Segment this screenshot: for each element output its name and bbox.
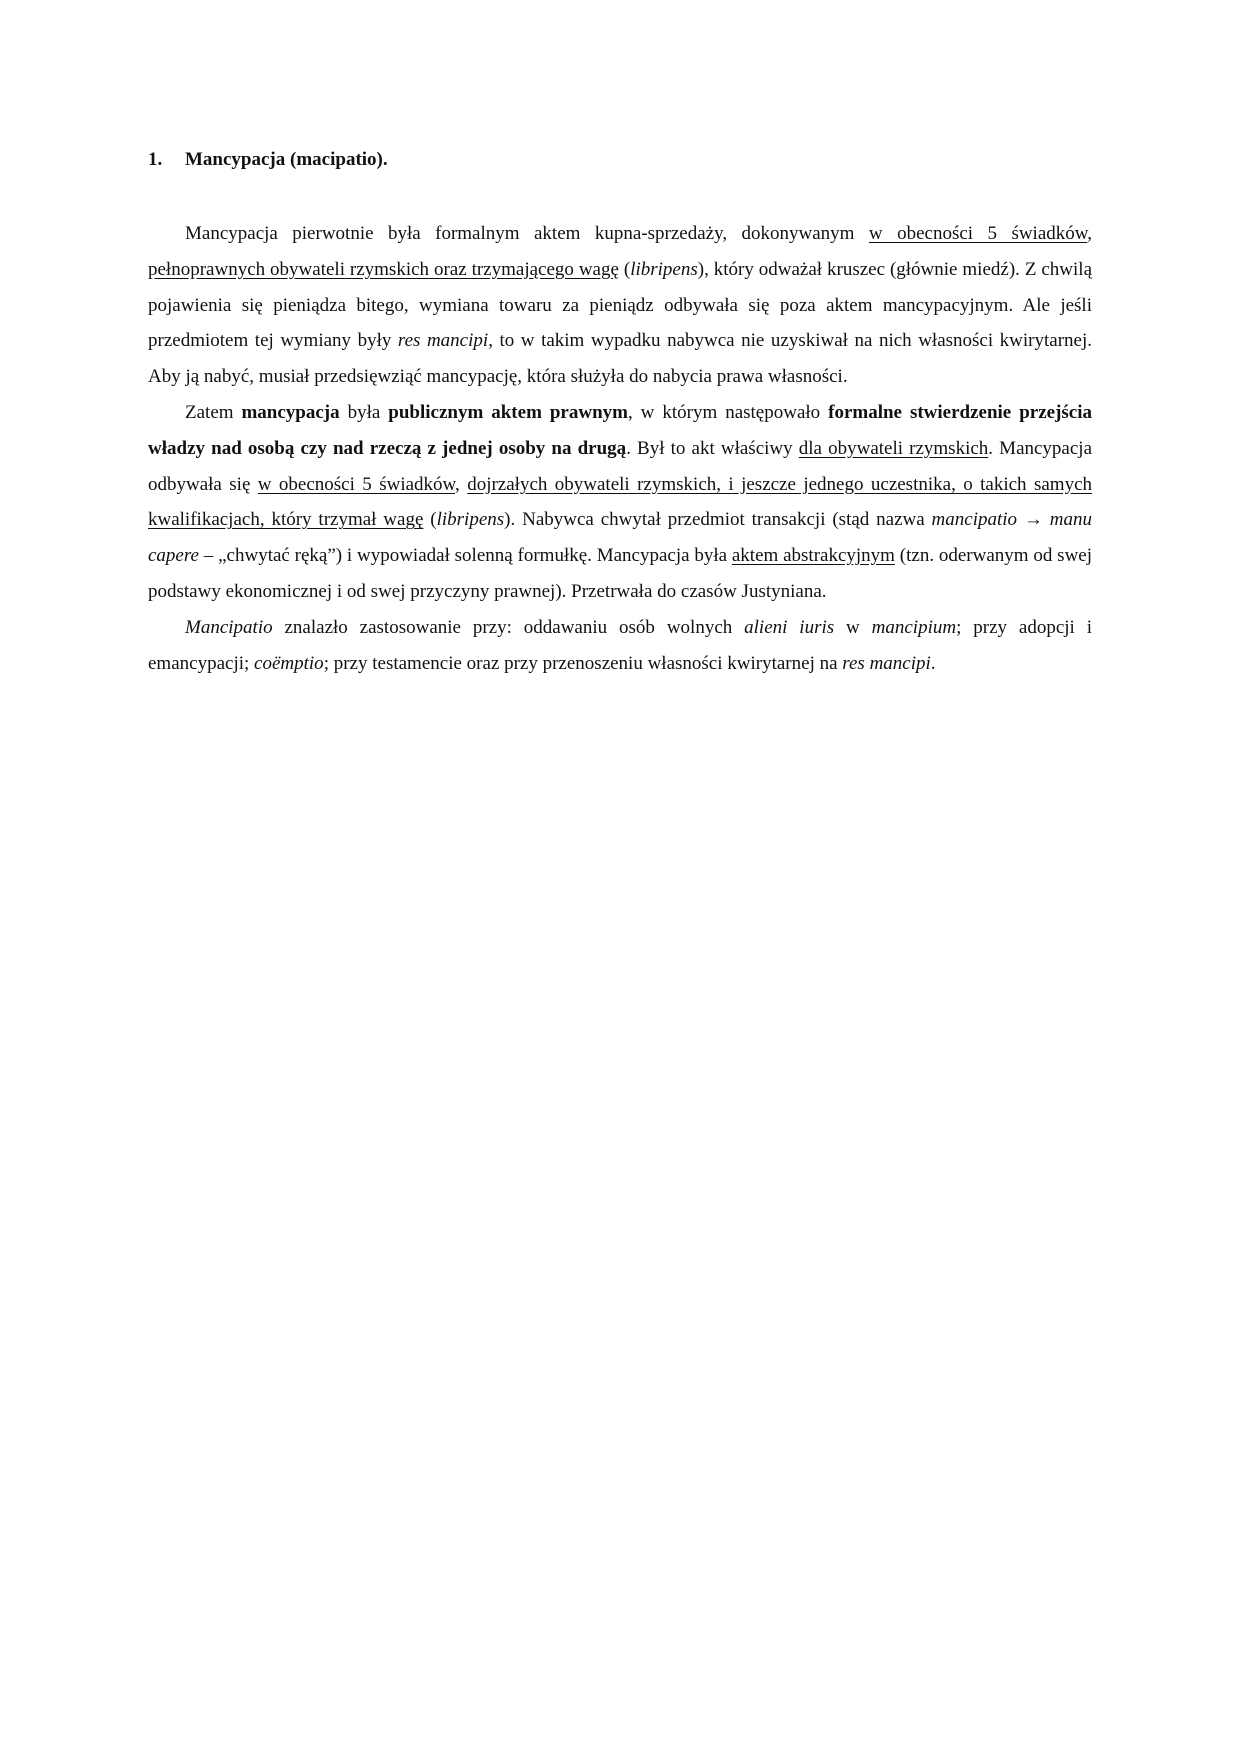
text-run: ). Nabywca chwytał przedmiot transakcji (stąd nazwa xyxy=(504,509,932,531)
text-run: , xyxy=(1087,223,1093,244)
text-run: . xyxy=(930,652,936,674)
text-run: formalne stwierdzenie przejścia władzy nad osobą czy nad rzeczą z jednej osoby na drugą xyxy=(148,401,1092,459)
text-run: – „chwytać ręką”) i wypowiadał solenną formułkę. Mancypacja była xyxy=(199,545,732,567)
text-run: res mancipi xyxy=(397,330,489,352)
text-run: alieni iuris xyxy=(744,616,835,638)
text-run: dla obywateli rzymskich xyxy=(798,437,989,459)
text-run: mancipatio xyxy=(931,509,1018,531)
text-run: znalazło zastosowanie przy: oddawaniu osób wolnych xyxy=(272,616,745,638)
text-run: libripens xyxy=(630,258,698,280)
text-run: res mancipi xyxy=(842,652,931,674)
paragraph xyxy=(148,395,1092,610)
text-run: (tzn. oderwanym od swej podstawy ekonomicznej i od swej przyczyny prawnej). Przetrwała do czasów Justyniana. xyxy=(148,545,1092,602)
text-run: coëmptio xyxy=(254,652,324,674)
text-run: mancypacja xyxy=(241,401,340,423)
text-run: , to w takim wypadku nabywca nie uzyskiwał na nich własności kwirytarnej. Aby ją nabyć, musiał przedsięwziąć mancypację, która służyła do nabycia prawa własności. xyxy=(148,330,1093,388)
text-run: manu capere xyxy=(148,509,1093,567)
text-run: aktem abstrakcyjnym xyxy=(731,545,895,567)
text-run: dojrzałych obywateli rzymskich, i jeszcze jednego uczestnika, o takich samych kwalifikacjach, który trzymał wagę xyxy=(148,473,1092,531)
text-run: ; przy testamencie oraz przy przenoszeniu własności kwirytarnej na xyxy=(323,652,843,674)
text-run: ), który odważał kruszec (głównie miedź). Z chwilą pojawienia się pieniądza bitego, wymiana towaru za pieniądz odbywała się poza aktem mancypacyjnym. Ale jeśli przedmiotem tej wymiany były xyxy=(148,258,1093,352)
text-run: → xyxy=(1017,509,1050,531)
text-run: ( xyxy=(618,258,631,280)
text-run: w xyxy=(834,616,872,638)
text-run: , xyxy=(455,473,468,495)
text-run: w obecności 5 świadków xyxy=(257,473,456,495)
text-run: , w którym następowało xyxy=(627,401,829,423)
text-run: ; przy adopcji i emancypacji; xyxy=(148,616,1092,674)
text-run: . Był to akt właściwy xyxy=(626,437,799,459)
text-run: pełnoprawnych obywateli rzymskich oraz trzymającego wagę xyxy=(148,258,619,280)
text-run: ( xyxy=(423,509,437,531)
text-run: Mancypacja pierwotnie była formalnym aktem kupna-sprzedaży, dokonywanym xyxy=(185,223,869,244)
text-run: . Mancypacja odbywała się xyxy=(148,437,1093,495)
text-run: Mancipatio xyxy=(185,616,273,638)
text-run: Zatem xyxy=(185,401,242,423)
section-number: 1. xyxy=(148,149,163,170)
text-run: libripens xyxy=(436,509,505,531)
section-heading xyxy=(148,148,1088,172)
text-run: publicznym aktem prawnym xyxy=(388,401,628,423)
paragraph xyxy=(148,610,1092,682)
body-text xyxy=(148,216,1092,681)
text-run: w obecności 5 świadków xyxy=(868,223,1088,244)
text-run: była xyxy=(339,401,389,423)
paragraph xyxy=(148,216,1092,395)
text-run: mancipium xyxy=(871,616,957,638)
section-title: Mancypacja (macipatio). xyxy=(185,149,388,170)
